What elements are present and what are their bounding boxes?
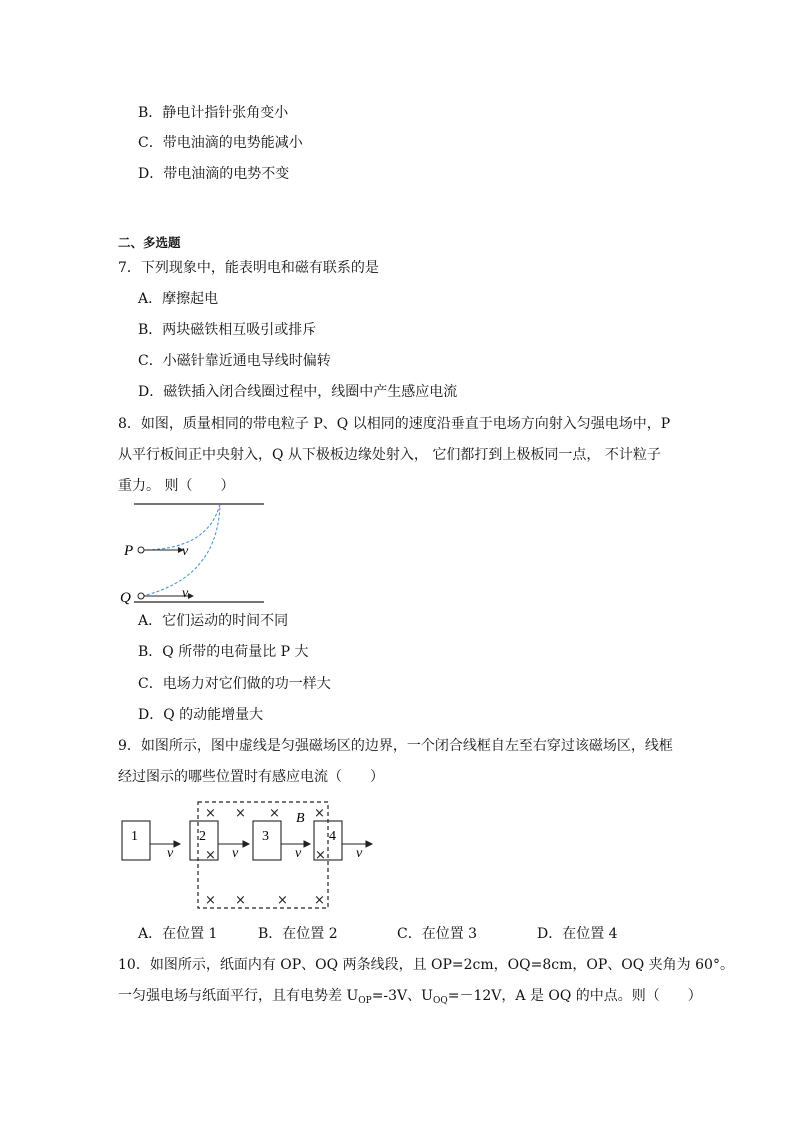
q9-option-d: D．在位置 4 [537,926,618,942]
b-label: B [296,811,305,826]
q9-figure [118,798,378,913]
q8-figure [118,498,278,608]
q7-option-c: C．小磁针靠近通电导线时偏转 [138,353,331,369]
particle-q [138,593,144,599]
label-q: Q [120,590,131,606]
svg-text:×: × [315,848,326,863]
particle-p [138,547,144,553]
label-v-p: v [182,544,189,559]
q9-option-b: B．在位置 2 [258,926,338,942]
q8-option-b: B．Q 所带的电荷量比 P 大 [138,644,309,660]
q7-option-d: D．磁铁插入闭合线圈过程中，线圈中产生感应电流 [138,384,458,400]
q9-option-a: A．在位置 1 [138,926,218,942]
q8-stem-line-3: 重力。 则（ ） [118,478,235,494]
q7-option-a: A．摩擦起电 [138,291,219,307]
q10-stem-line-1: 10．如图所示，纸面内有 OP、OQ 两条线段，且 OP=2cm，OQ=8cm，OP、OQ 夹角为 60°。 [118,957,734,973]
v-label-2: v [232,846,239,861]
section-title: 二、多选题 [118,235,181,250]
q8-option-c: C．电场力对它们做的功一样大 [138,676,331,692]
svg-text:×: × [205,893,216,908]
label-v-q: v [182,586,189,601]
v-label-1: v [167,846,174,861]
frame-label-3: 3 [262,829,269,844]
q8-option-d: D．Q 的动能增量大 [138,707,264,723]
svg-text:×: × [205,848,216,863]
svg-text:×: × [205,806,216,821]
frame-label-1: 1 [131,829,138,844]
option-d: D．带电油滴的电势不变 [138,166,290,182]
svg-text:×: × [314,806,325,821]
q9-stem-line-1: 9．如图所示，图中虚线是匀强磁场区的边界，一个闭合线框自左至右穿过该磁场区，线框 [118,738,673,754]
svg-text:×: × [277,893,288,908]
q8-stem-line-2: 从平行板间正中央射入，Q 从下极板边缘处射入， 它们都打到上极板同一点， 不计粒子 [118,447,661,463]
frame-label-2: 2 [199,829,206,844]
svg-text:×: × [235,806,246,821]
q7-stem: 7．下列现象中，能表明电和磁有联系的是 [118,260,379,276]
svg-text:×: × [235,893,246,908]
v-label-4: v [356,846,363,861]
q8-stem-line-1: 8．如图，质量相同的带电粒子 P、Q 以相同的速度沿垂直于电场方向射入匀强电场中，P [118,416,671,432]
frame-label-4: 4 [329,829,336,844]
q9-option-c: C．在位置 3 [397,926,478,942]
q10-stem-line-2: 一匀强电场与纸面平行，且有电势差 $U_{OP}=-3V$、$U_{OQ}=-12V$，A 是 OQ 的中点。则（ ） [118,988,702,1006]
q9-stem-line-2: 经过图示的哪些位置时有感应电流（ ） [118,769,384,785]
option-c: C．带电油滴的电势能减小 [138,135,303,151]
svg-text:×: × [314,893,325,908]
option-b: B．静电计指针张角变小 [138,105,289,121]
svg-text:×: × [269,806,280,821]
p-trajectory [142,504,220,550]
q8-option-a: A．它们运动的时间不同 [138,613,289,629]
q7-option-b: B．两块磁铁相互吸引或排斥 [138,322,317,338]
label-p: P [124,543,134,559]
v-label-3: v [295,846,302,861]
